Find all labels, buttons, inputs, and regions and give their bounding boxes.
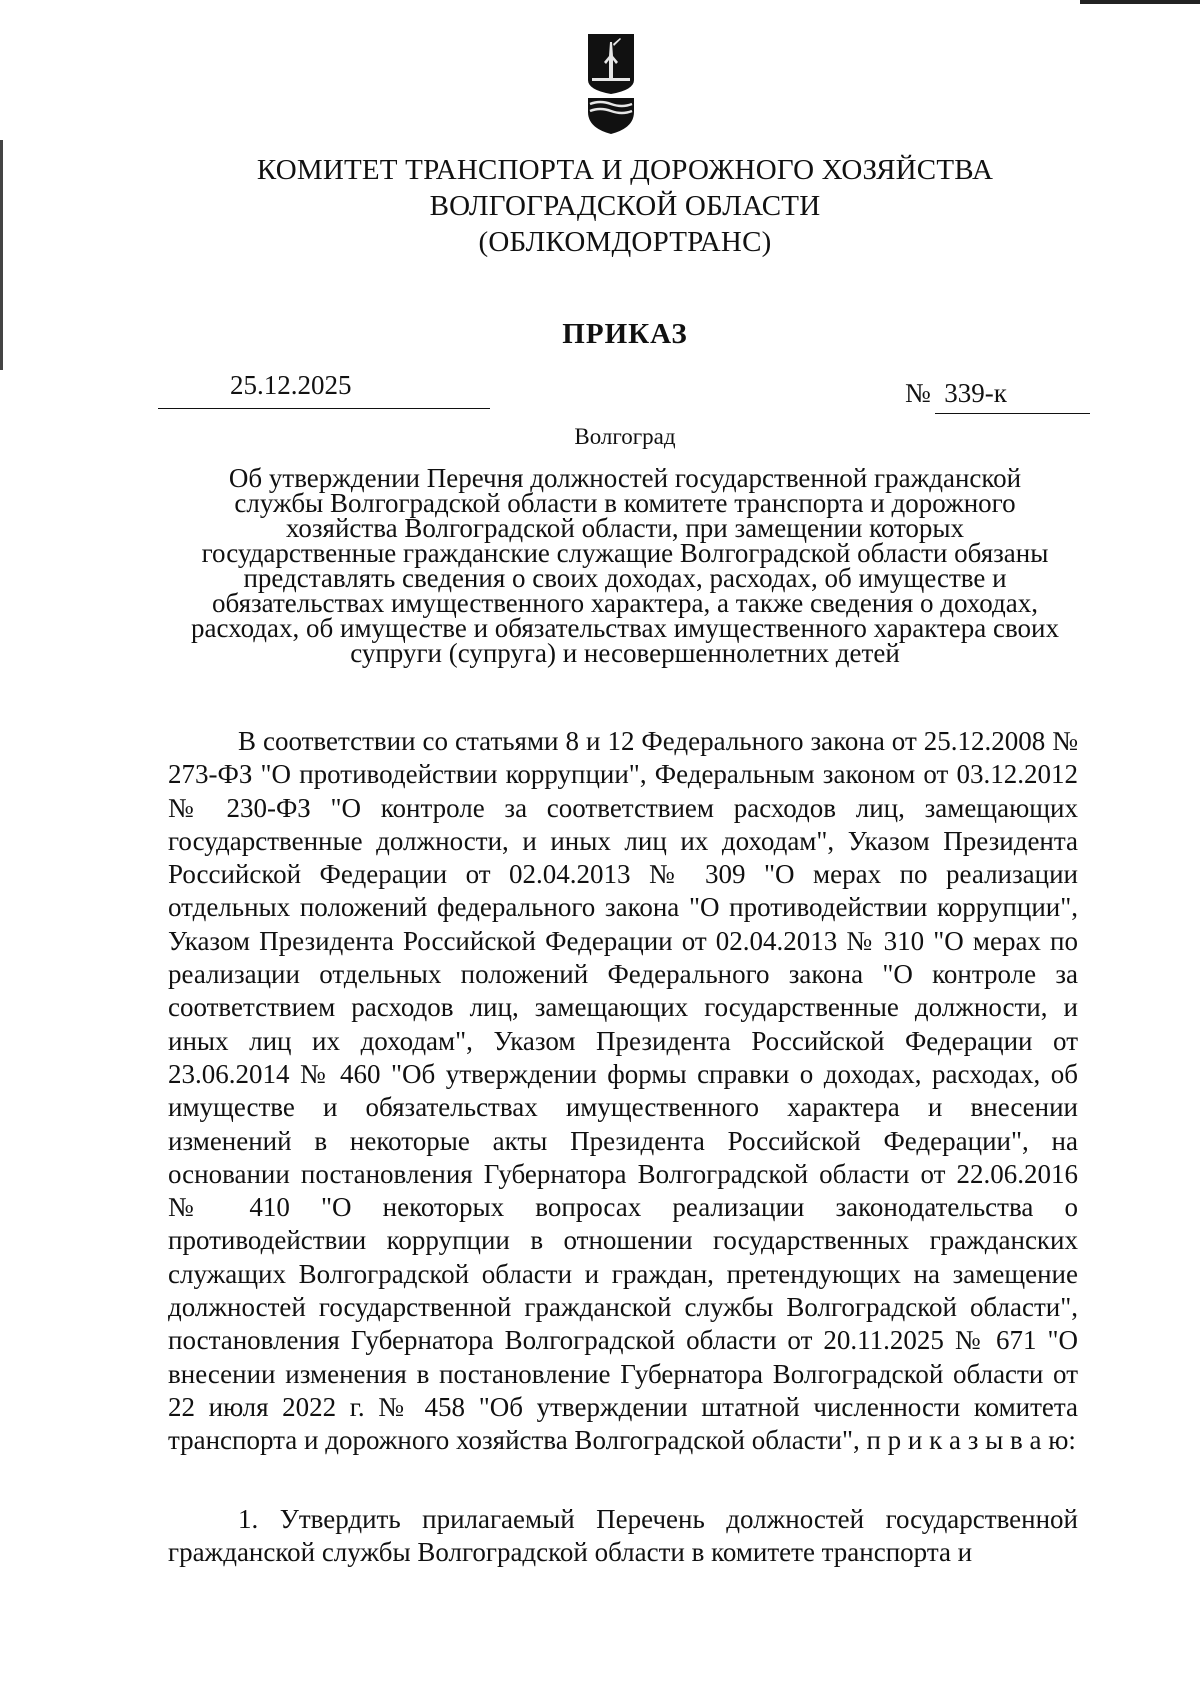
organization-line-3: (ОБЛКОМДОРТРАНС) <box>478 226 772 258</box>
scan-edge-left <box>0 140 3 370</box>
heading-line: государственные гражданские служащие Волгоградской области обязаны <box>201 538 1049 568</box>
organization-line-1: КОМИТЕТ ТРАНСПОРТА И ДОРОЖНОГО ХОЗЯЙСТВА <box>256 154 994 186</box>
number-sign: № <box>905 378 931 408</box>
heading-line: обязательствах имущественного характера, а также сведения о доходах, <box>212 588 1038 618</box>
coat-of-arms-waves <box>586 98 636 134</box>
heading-line: службы Волгоградской области в комитете транспорта и дорожного <box>234 488 1016 518</box>
order-word: п р и к а з ы в а ю: <box>866 1425 1076 1456</box>
scan-edge-top <box>1080 0 1200 4</box>
order-item-1: 1. Утвердить прилагаемый Перечень должностей государственной гражданской службы Волгоградской области в комитете транспорта и <box>168 1504 1078 1568</box>
number-value: 339-к <box>944 378 1007 408</box>
document-city: Волгоград <box>574 424 676 449</box>
preamble-paragraph <box>168 725 1078 1458</box>
coat-of-arms-emblem <box>586 34 636 94</box>
preamble-text: В соответствии со статьями 8 и 12 Федерального закона от 25.12.2008 № 273-ФЗ "О противодействии коррупции", Федеральным законом от 03.12.2012 № 230-ФЗ "О контроле за соответствием расходов лиц, замещающих государственные должности, и иных лиц их доходам", Указом Президента Российской Федерации от 02.04.2013 № 309 "О мерах по реализации отдельных положений федерального закона "О противодействии коррупции", Указом Президента Российской Федерации от 02.04.2013 № 310 "О мерах по реализации отдельных положений Федерального закона "О контроле за соответствием расходов лиц, замещающих государственные должности, и иных лиц их доходам", Указом Президента Российской Федерации от 23.06.2014 № 460 "Об утверждении формы справки о доходах, расходах, об имуществе и обязательствах имущественного характера и внесении изменений в некоторые акты Президента Российской Федерации", на основании постановления Губернатора Волгоградской области от 22.06.2016 № 410 "О некоторых вопросах реализации законодательства о противодействии коррупции в отношении государственных гражданских служащих Волгоградской области и граждан, претендующих на замещение должностей государственной гражданской службы Волгоградской области", постановления Губернатора Волгоградской области от 20.11.2025 № 671 "О внесении изменения в постановление Губернатора Волгоградской области от 22 июля 2022 г. № 458 "Об утверждении штатной численности комитета транспорта и дорожного хозяйства Волгоградской области", <box>168 726 1078 1456</box>
heading-line: хозяйства Волгоградской области, при замещении которых <box>285 513 965 543</box>
date-underline <box>158 408 490 409</box>
organization-name <box>200 152 1050 260</box>
document-date: 25.12.2025 <box>230 370 352 400</box>
document-number <box>905 378 1007 409</box>
heading-line: представлять сведения о своих доходах, расходах, об имуществе и <box>243 563 1007 593</box>
heading-line: супруги (супруга) и несовершеннолетних детей <box>350 638 900 668</box>
organization-line-2: ВОЛГОГРАДСКОЙ ОБЛАСТИ <box>429 190 821 222</box>
number-underline <box>935 413 1090 414</box>
heading-line: расходах, об имуществе и обязательствах имущественного характера своих <box>191 613 1059 643</box>
document-type: ПРИКАЗ <box>562 318 688 350</box>
heading-line: Об утверждении Перечня должностей государственной гражданской <box>228 463 1022 493</box>
document-heading <box>165 463 1085 668</box>
